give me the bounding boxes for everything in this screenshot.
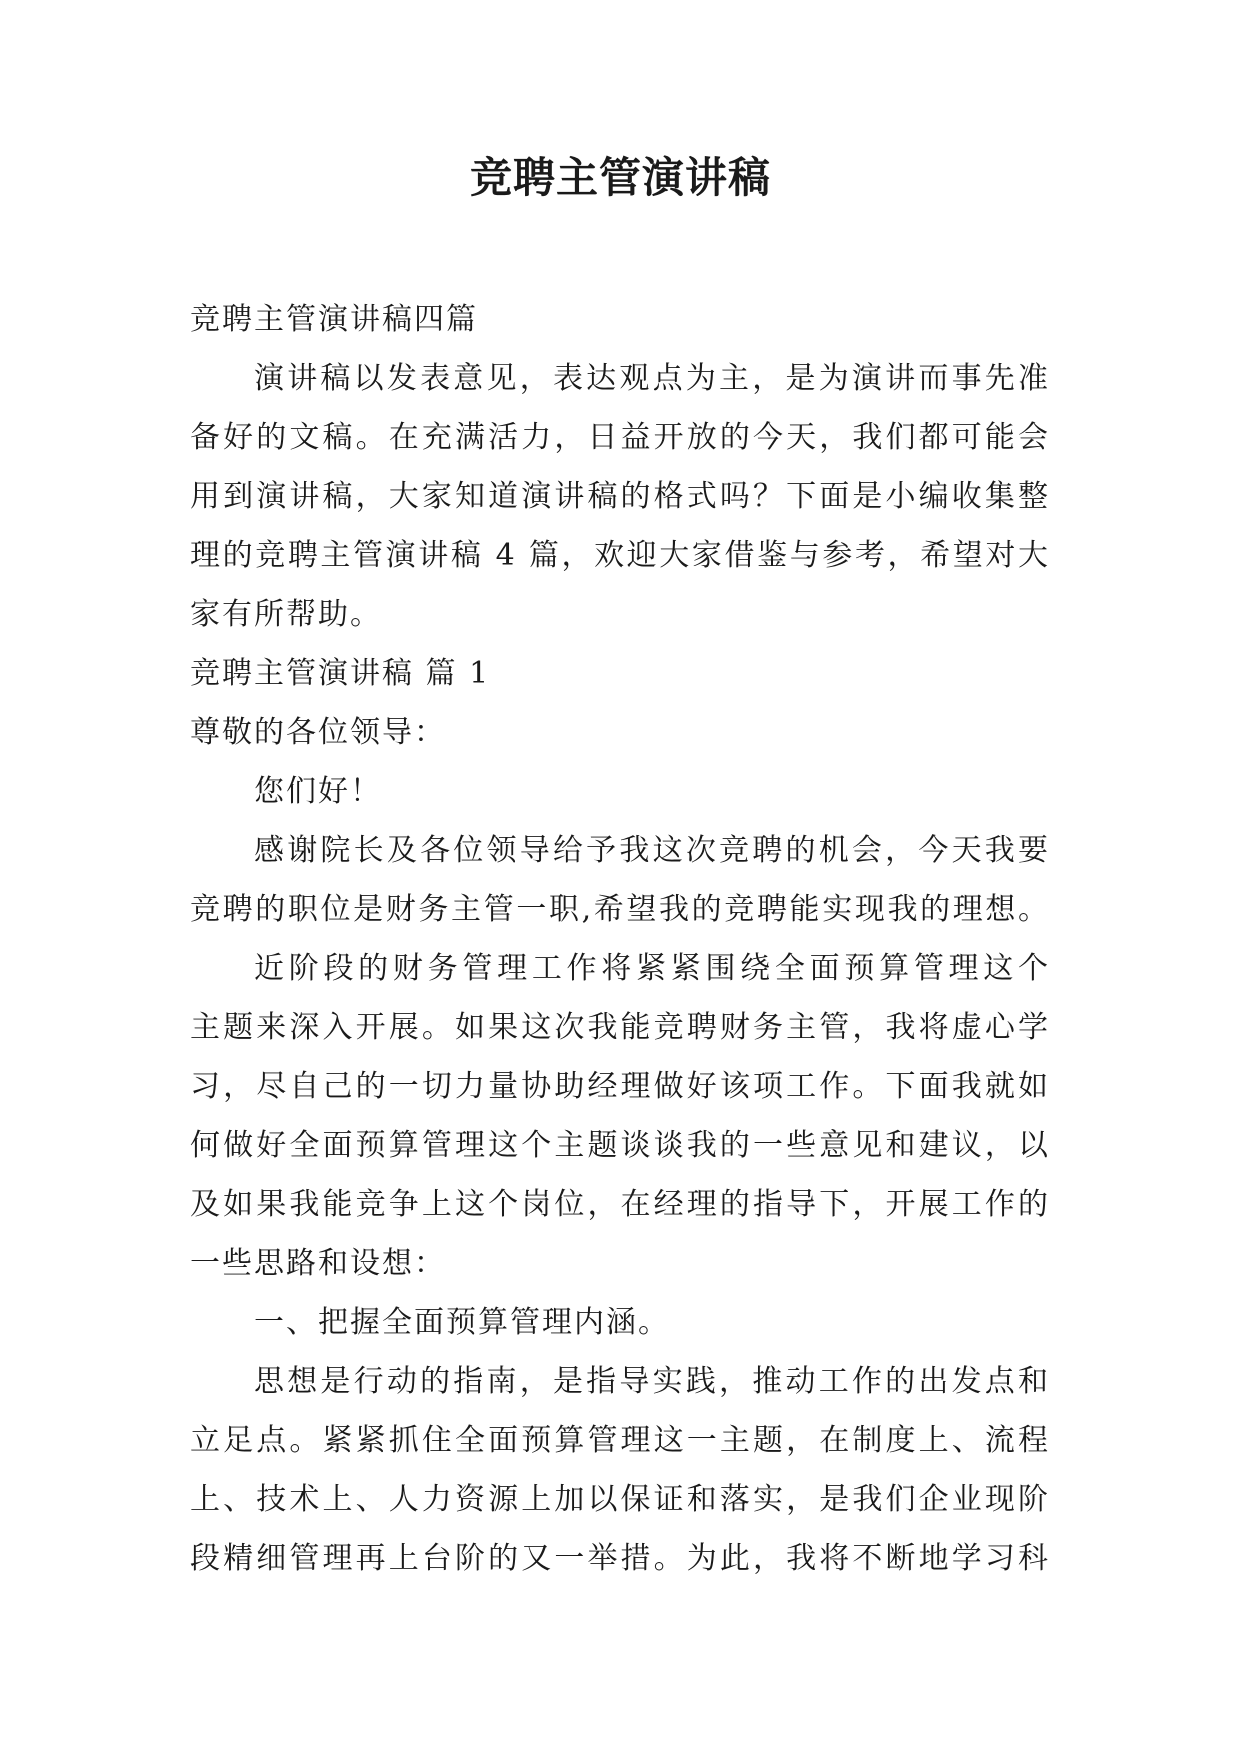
paragraph-line: 一些思路和设想： bbox=[190, 1246, 446, 1281]
paragraph-line: 竞聘的职位是财务主管一职,希望我的竞聘能实现我的理想。 bbox=[190, 892, 1050, 927]
salutation-line: 尊敬的各位领导： bbox=[190, 715, 446, 750]
point-heading: 一、把握全面预算管理内涵。 bbox=[254, 1305, 670, 1340]
paragraph-line: 主题来深入开展。如果这次我能竞聘财务主管，我将虚心学 bbox=[190, 1010, 1050, 1045]
greeting-line: 您们好！ bbox=[254, 774, 382, 809]
document-title: 竞聘主管演讲稿 bbox=[469, 153, 771, 202]
paragraph-line: 何做好全面预算管理这个主题谈谈我的一些意见和建议，以 bbox=[190, 1128, 1050, 1163]
paragraph-line: 理的竞聘主管演讲稿 4 篇，欢迎大家借鉴与参考，希望对大 bbox=[190, 538, 1050, 573]
paragraph-line: 用到演讲稿，大家知道演讲稿的格式吗？下面是小编收集整 bbox=[190, 479, 1050, 514]
paragraph-line: 备好的文稿。在充满活力，日益开放的今天，我们都可能会 bbox=[190, 420, 1050, 455]
paragraph-line: 家有所帮助。 bbox=[190, 597, 382, 632]
paragraph-line: 演讲稿以发表意见，表达观点为主，是为演讲而事先准 bbox=[254, 361, 1050, 396]
subtitle-line: 竞聘主管演讲稿四篇 bbox=[190, 302, 478, 337]
paragraph-line: 及如果我能竞争上这个岗位，在经理的指导下，开展工作的 bbox=[190, 1187, 1050, 1222]
paragraph-line: 立足点。紧紧抓住全面预算管理这一主题，在制度上、流程 bbox=[190, 1423, 1050, 1458]
paragraph-line: 近阶段的财务管理工作将紧紧围绕全面预算管理这个 bbox=[254, 951, 1050, 986]
paragraph-line: 上、技术上、人力资源上加以保证和落实，是我们企业现阶 bbox=[190, 1482, 1050, 1517]
paragraph-line: 习，尽自己的一切力量协助经理做好该项工作。下面我就如 bbox=[190, 1069, 1050, 1104]
paragraph-line: 感谢院长及各位领导给予我这次竞聘的机会，今天我要 bbox=[254, 833, 1050, 868]
paragraph-line: 段精细管理再上台阶的又一举措。为此，我将不断地学习科 bbox=[190, 1541, 1050, 1576]
document-body bbox=[190, 290, 1050, 1588]
paragraph-line: 思想是行动的指南，是指导实践，推动工作的出发点和 bbox=[254, 1364, 1050, 1399]
section-heading: 竞聘主管演讲稿 篇 1 bbox=[190, 656, 491, 691]
